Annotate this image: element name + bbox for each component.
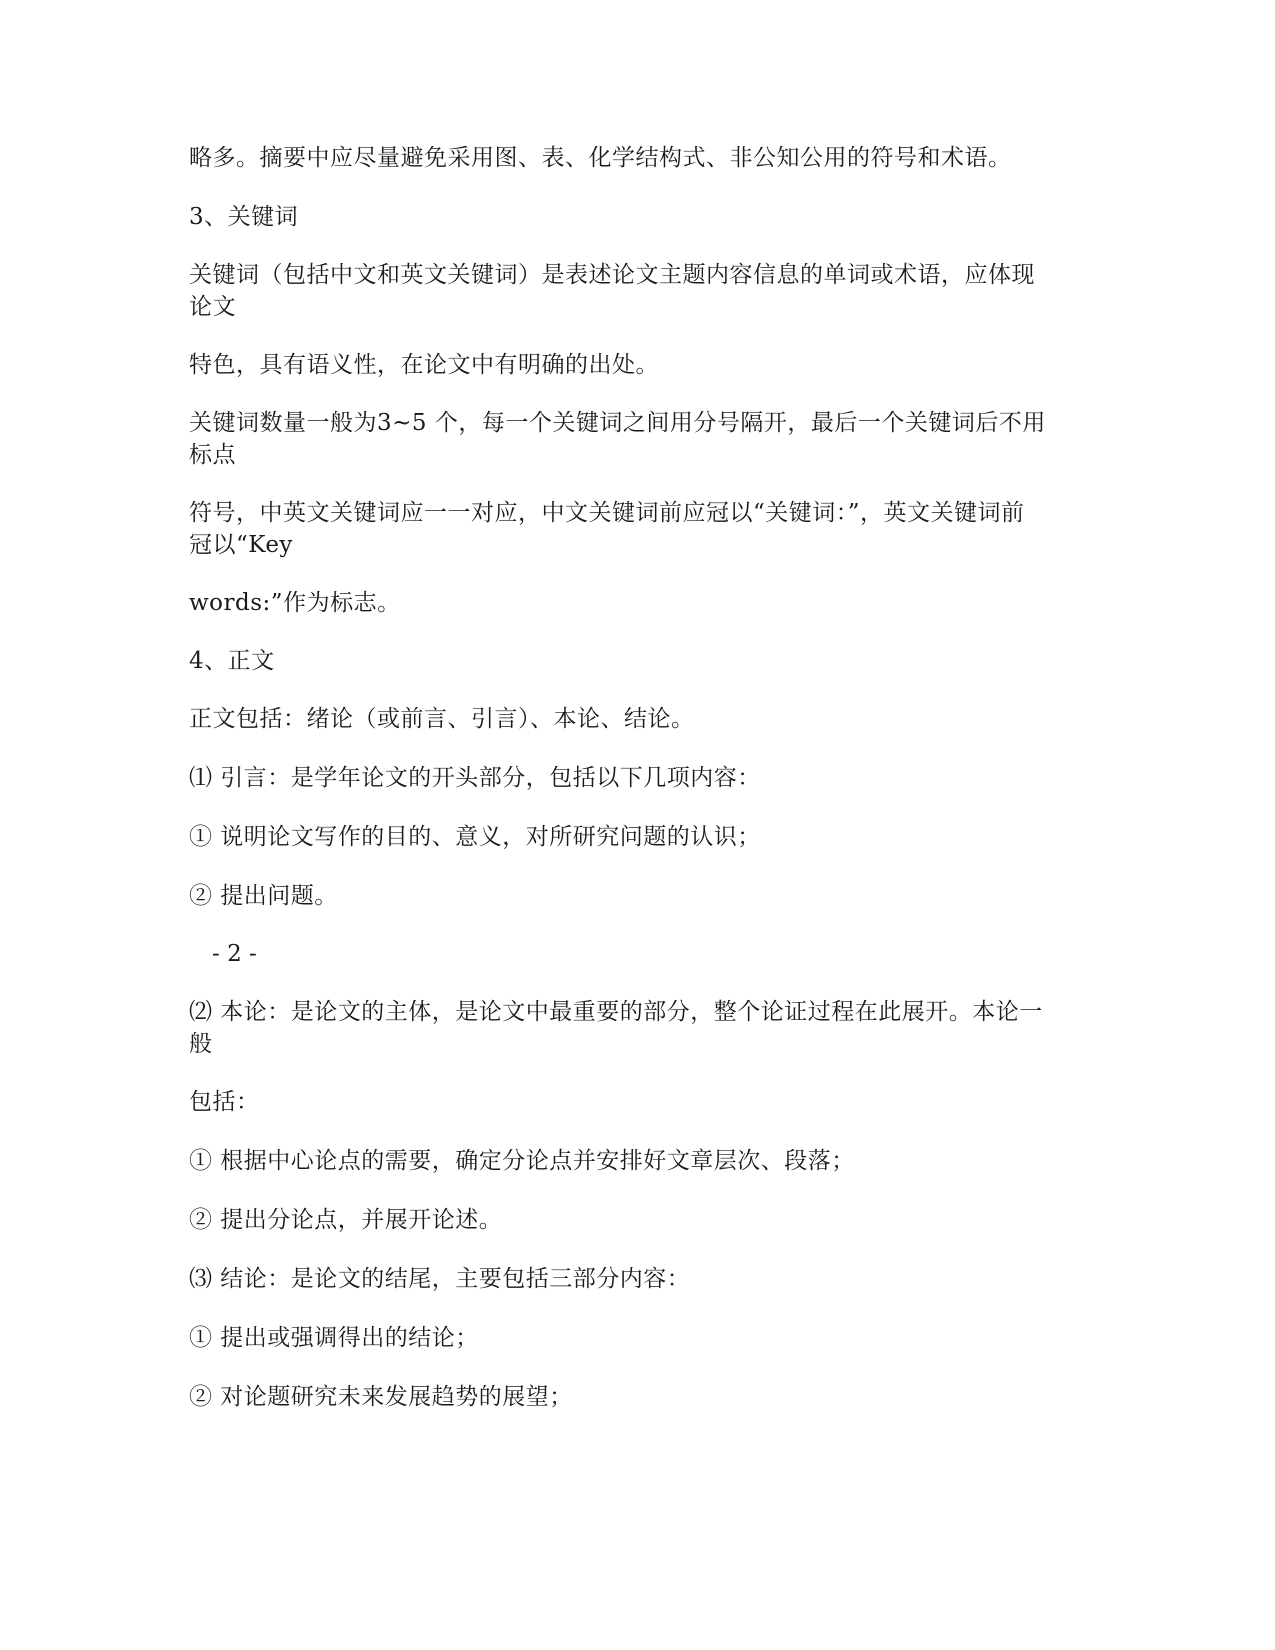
keywords-format-line: 符号，中英文关键词应一一对应，中文关键词前应冠以“关键词：”，英文关键词前 (189, 500, 1025, 526)
main-body-item: ⑵ 本论：是论文的主体，是论文中最重要的部分，整个论证过程在此展开。本论一 (189, 999, 1043, 1025)
keywords-paragraph-line-1-wrap: 论文 (189, 294, 236, 320)
keywords-marker-line: words:”作为标志。 (189, 590, 401, 616)
conclusion-subitem-2: ② 对论题研究未来发展趋势的展望； (189, 1384, 573, 1410)
section-heading-keywords: 3、关键词 (189, 204, 299, 230)
main-body-item-wrap: 般 (189, 1031, 213, 1057)
section-heading-body: 4、正文 (189, 648, 275, 674)
keywords-count-line: 关键词数量一般为3~5 个，每一个关键词之间用分号隔开，最后一个关键词后不用 (189, 410, 1046, 436)
introduction-subitem-2: ② 提出问题。 (189, 883, 338, 909)
main-body-subitem-2: ② 提出分论点，并展开论述。 (189, 1207, 503, 1233)
main-body-includes: 包括： (189, 1089, 260, 1115)
conclusion-subitem-1: ① 提出或强调得出的结论； (189, 1325, 479, 1351)
keywords-paragraph-line-2: 特色，具有语义性，在论文中有明确的出处。 (189, 352, 659, 378)
introduction-subitem-1: ① 说明论文写作的目的、意义，对所研究问题的认识； (189, 824, 761, 850)
keywords-paragraph-line-1: 关键词（包括中文和英文关键词）是表述论文主题内容信息的单词或术语，应体现 (189, 262, 1035, 288)
abstract-continuation: 略多。摘要中应尽量避免采用图、表、化学结构式、非公知公用的符号和术语。 (189, 145, 1012, 171)
body-parts-line: 正文包括：绪论（或前言、引言）、本论、结论。 (189, 706, 695, 732)
conclusion-item: ⑶ 结论：是论文的结尾，主要包括三部分内容： (189, 1266, 691, 1292)
introduction-item: ⑴ 引言：是学年论文的开头部分，包括以下几项内容： (189, 765, 761, 791)
keywords-format-line-wrap: 冠以“Key (189, 532, 293, 558)
page-number: - 2 - (212, 941, 257, 967)
main-body-subitem-1: ① 根据中心论点的需要，确定分论点并安排好文章层次、段落； (189, 1148, 855, 1174)
keywords-count-line-wrap: 标点 (189, 442, 236, 468)
